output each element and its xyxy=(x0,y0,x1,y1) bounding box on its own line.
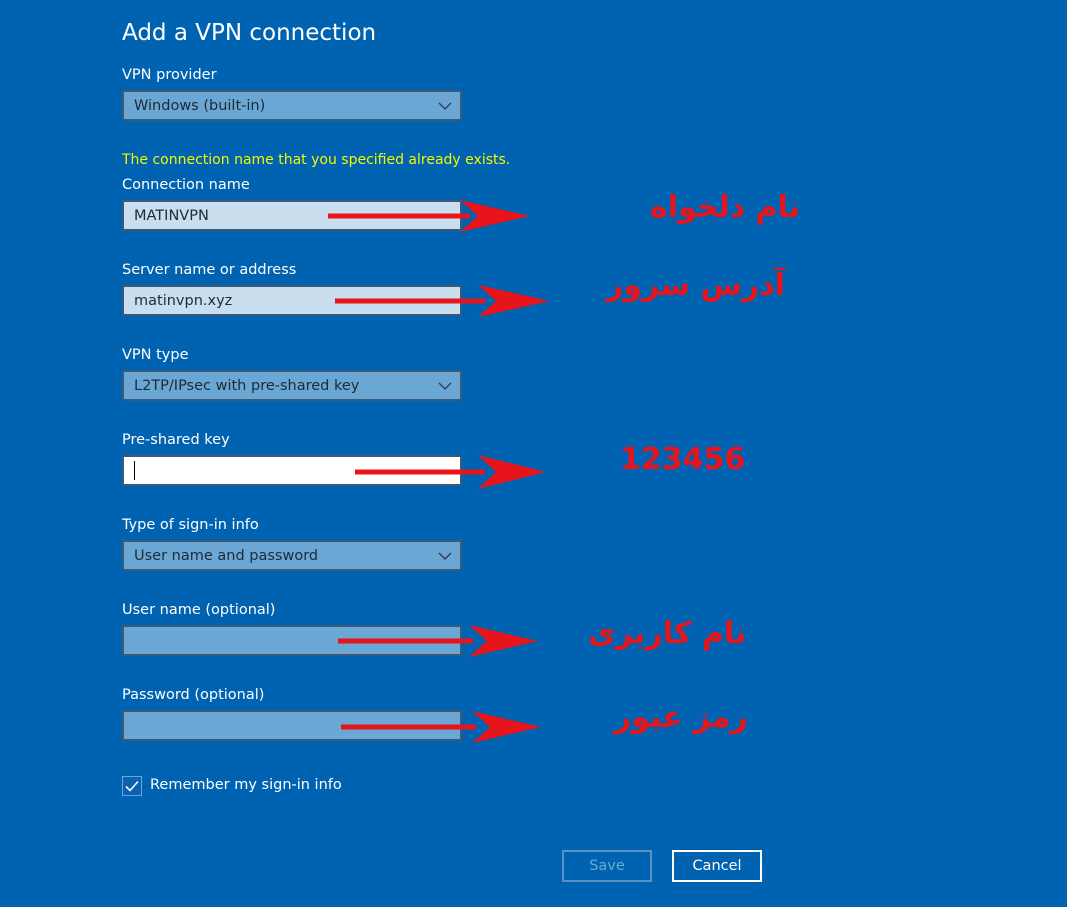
chevron-down-icon xyxy=(438,99,452,113)
annotation-password: رمز عبور xyxy=(614,700,748,735)
checkmark-icon xyxy=(124,778,140,794)
vpn-provider-label: VPN provider xyxy=(122,67,217,83)
username-label: User name (optional) xyxy=(122,602,276,618)
connection-name-value: MATINVPN xyxy=(134,207,209,224)
annotation-preshared-key: 123456 xyxy=(620,442,746,477)
save-button[interactable]: Save xyxy=(562,850,652,882)
server-address-value: matinvpn.xyz xyxy=(134,292,233,309)
text-cursor xyxy=(134,461,135,480)
arrow-right-icon xyxy=(320,196,540,238)
arrow-right-icon xyxy=(350,451,550,495)
server-label: Server name or address xyxy=(122,262,297,278)
signin-type-label: Type of sign-in info xyxy=(122,517,259,533)
remember-checkbox[interactable] xyxy=(122,776,142,796)
cancel-button[interactable]: Cancel xyxy=(672,850,762,882)
duplicate-name-warning: The connection name that you specified already exists. xyxy=(122,152,511,168)
signin-type-select[interactable] xyxy=(122,540,462,571)
vpn-provider-select[interactable] xyxy=(122,90,462,121)
page-title: Add a VPN connection xyxy=(122,20,377,46)
arrow-right-icon xyxy=(330,281,555,323)
vpn-type-select[interactable] xyxy=(122,370,462,401)
annotation-username: نام کاربری xyxy=(588,616,747,651)
arrow-right-icon xyxy=(336,707,546,749)
preshared-key-label: Pre-shared key xyxy=(122,432,230,448)
vpn-type-label: VPN type xyxy=(122,347,189,363)
chevron-down-icon xyxy=(438,549,452,563)
vpn-type-value: L2TP/IPsec with pre-shared key xyxy=(134,377,360,394)
connection-name-label: Connection name xyxy=(122,177,250,193)
signin-type-value: User name and password xyxy=(134,547,319,564)
arrow-right-icon xyxy=(333,621,543,663)
remember-label: Remember my sign-in info xyxy=(150,777,342,793)
chevron-down-icon xyxy=(438,379,452,393)
vpn-provider-value: Windows (built-in) xyxy=(134,97,266,114)
annotation-connection-name: نام دلخواه xyxy=(650,190,801,225)
annotation-server: آدرس سرور xyxy=(606,268,785,303)
password-label: Password (optional) xyxy=(122,687,265,703)
